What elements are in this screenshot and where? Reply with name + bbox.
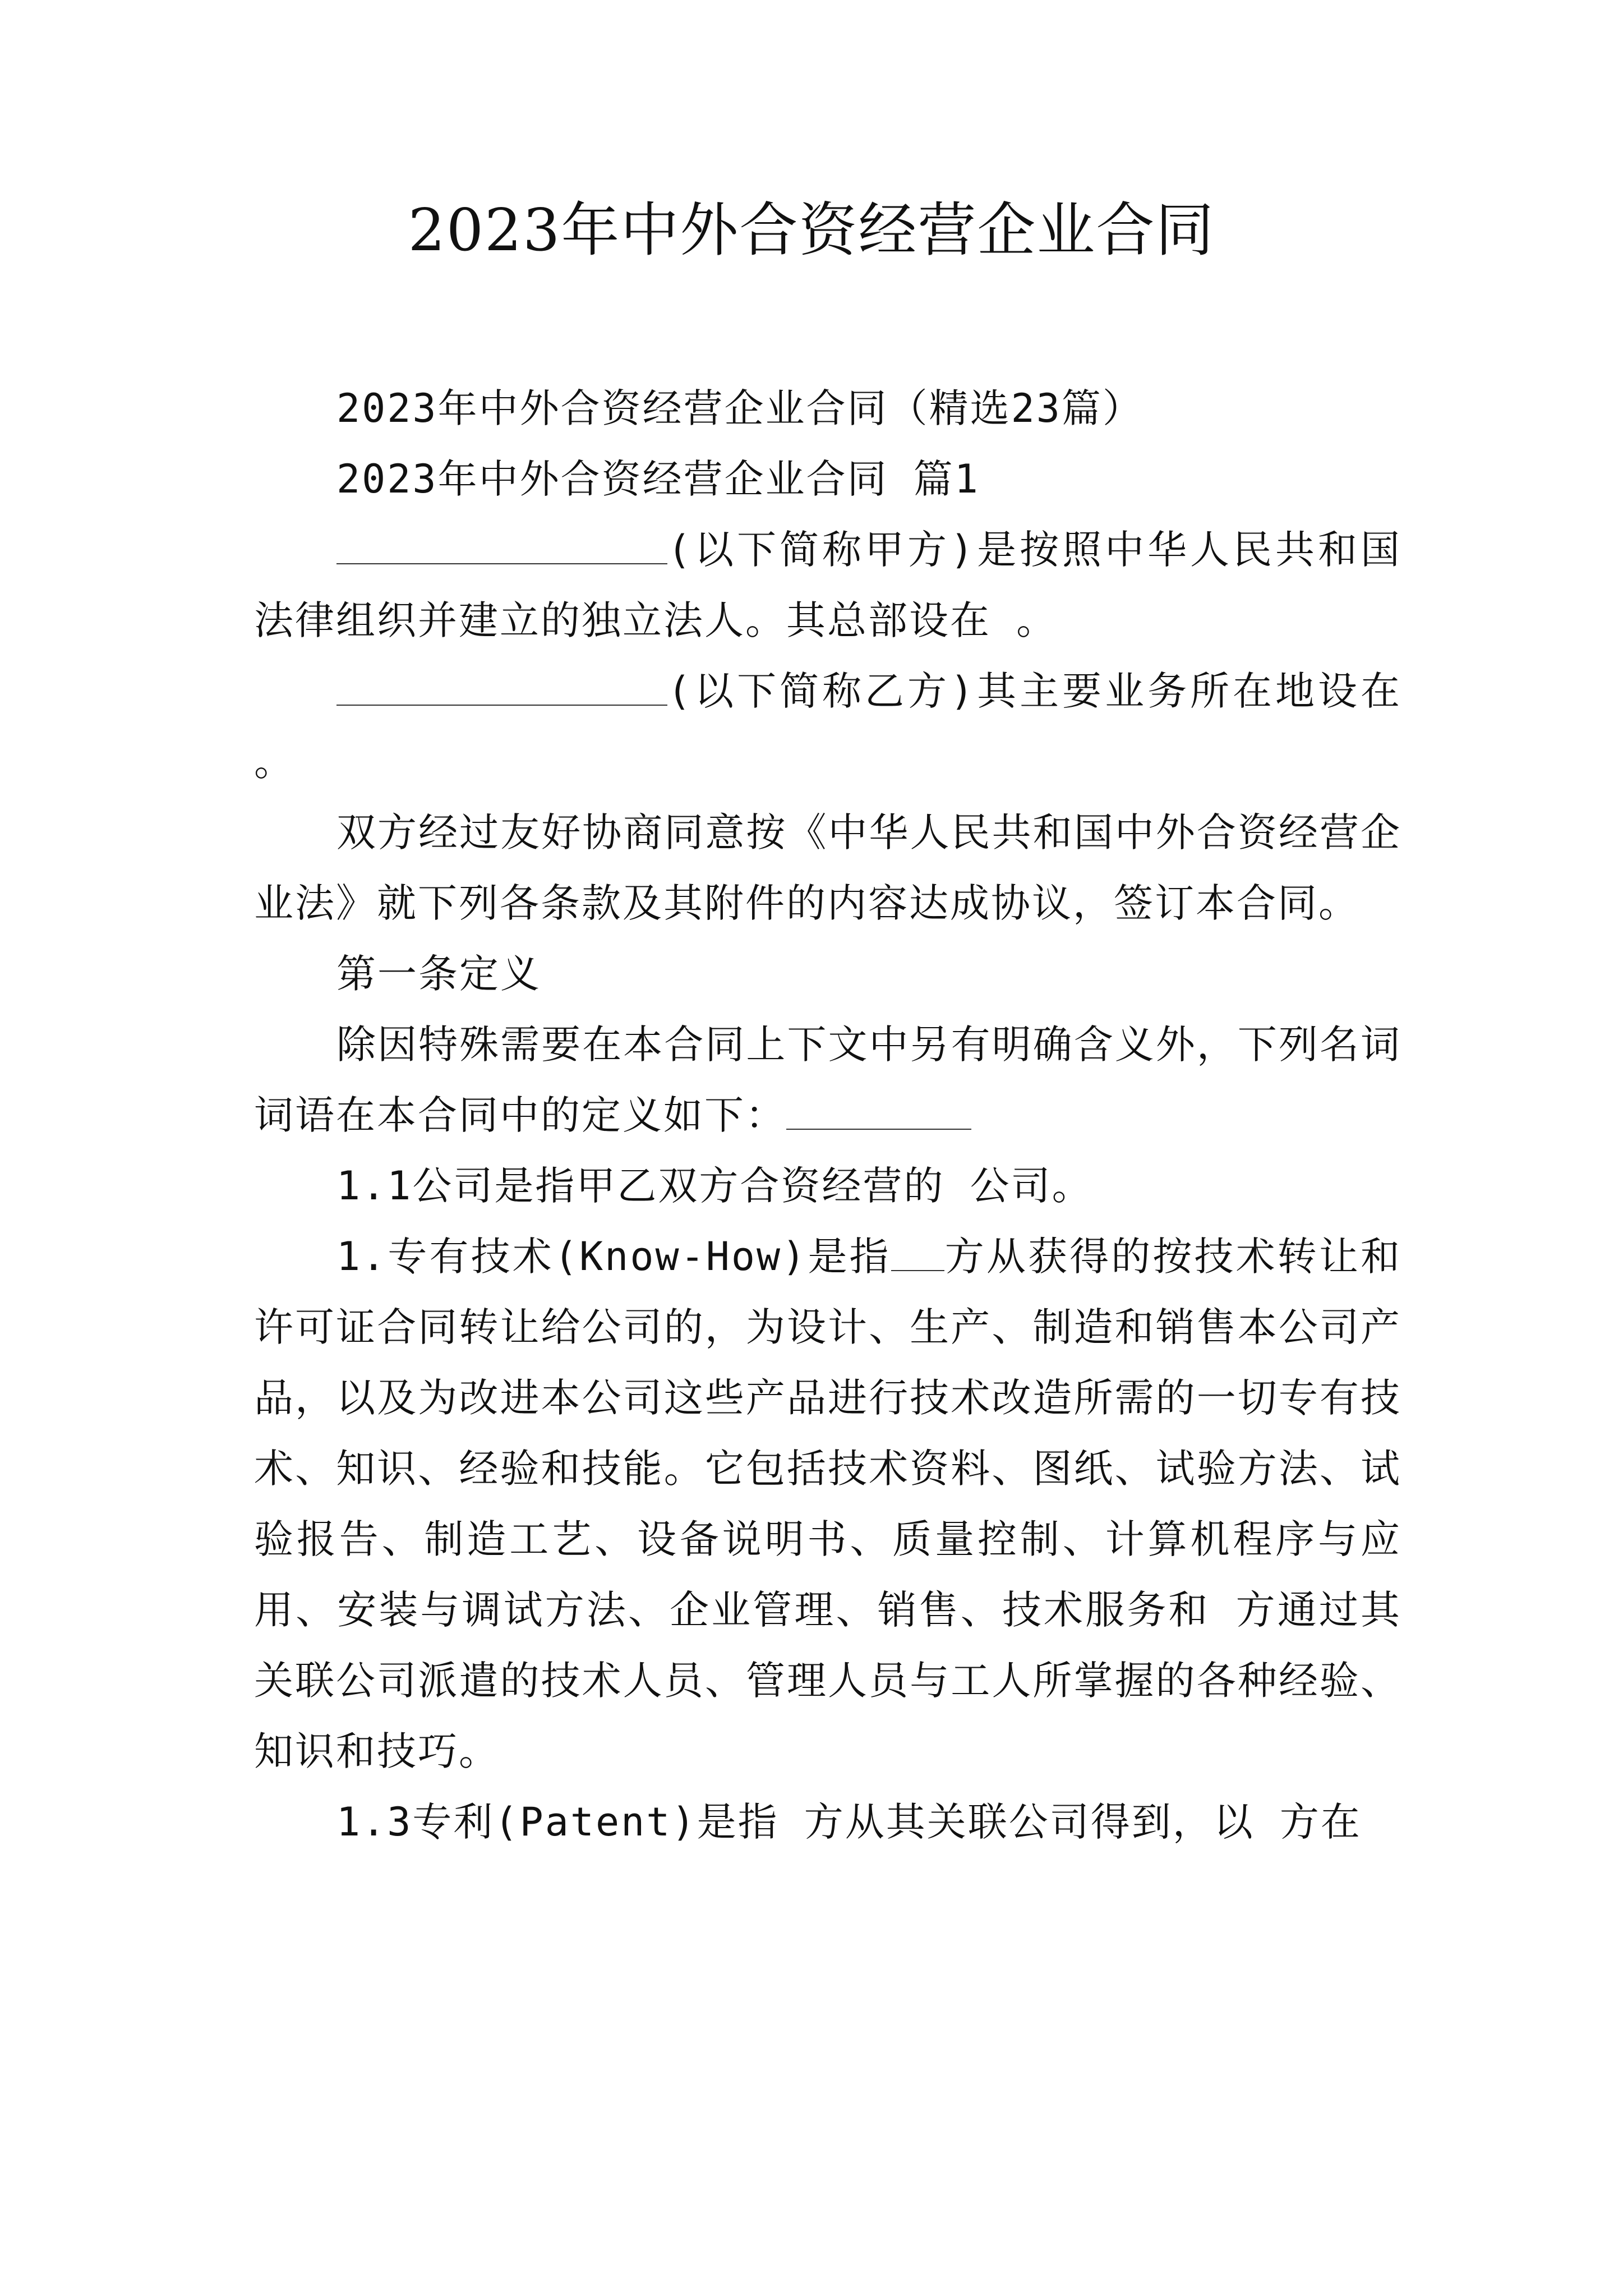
know-how-blank xyxy=(891,1234,944,1271)
party-b-paragraph xyxy=(254,656,1401,797)
party-a-text: (以下简称甲方)是按照中华人民共和国法律组织并建立的独立法人。其总部设在 。 xyxy=(254,527,1401,643)
agreement-paragraph: 双方经过友好协商同意按《中华人民共和国中外合资经营企业法》就下列各条款及其附件的内容达成协议，签订本合同。 xyxy=(254,809,1401,926)
document-title: 2023年中外合资经营企业合同 xyxy=(408,196,1215,264)
document-body xyxy=(254,373,1401,1857)
party-b-blank xyxy=(336,669,667,706)
definition-intro-text: 除因特殊需要在本合同上下文中另有明确含义外，下列名词词语在本合同中的定义如下： xyxy=(254,1022,1401,1138)
clause-1-1: 1.1公司是指甲乙双方合资经营的 公司。 xyxy=(336,1163,1093,1209)
clause-know-how xyxy=(254,1221,1401,1787)
clause-know-how-lead: 1.专有技术(Know-How)是指 xyxy=(336,1234,891,1280)
party-a-paragraph xyxy=(254,514,1401,656)
party-a-blank xyxy=(336,527,667,564)
definition-blank xyxy=(786,1093,971,1130)
party-b-text: (以下简称乙方)其主要业务所在地设在 。 xyxy=(254,668,1401,785)
article-one-heading: 第一条定义 xyxy=(336,951,541,997)
subtitle-paragraph: 2023年中外合资经营企业合同（精选23篇） xyxy=(336,385,1144,431)
definition-intro-paragraph xyxy=(254,1009,1401,1151)
clause-know-how-text: 方从获得的按技术转让和许可证合同转让给公司的，为设计、生产、制造和销售本公司产品，以及为改进本公司这些产品进行技术改造所需的一切专有技术、知识、经验和技能。它包括技术资料、图纸、试验方法、试验报告、制造工艺、设备说明书、质量控制、计算机程序与应用、安装与调试方法、企业管理、销售、技术服务和 方通过其关联公司派遣的技术人员、管理人员与工人所掌握的各种经验、知识和技巧。 xyxy=(254,1234,1401,1774)
section-heading: 2023年中外合资经营企业合同 篇1 xyxy=(336,456,980,502)
clause-1-3: 1.3专利(Patent)是指 方从其关联公司得到，以 方在 xyxy=(336,1799,1362,1845)
